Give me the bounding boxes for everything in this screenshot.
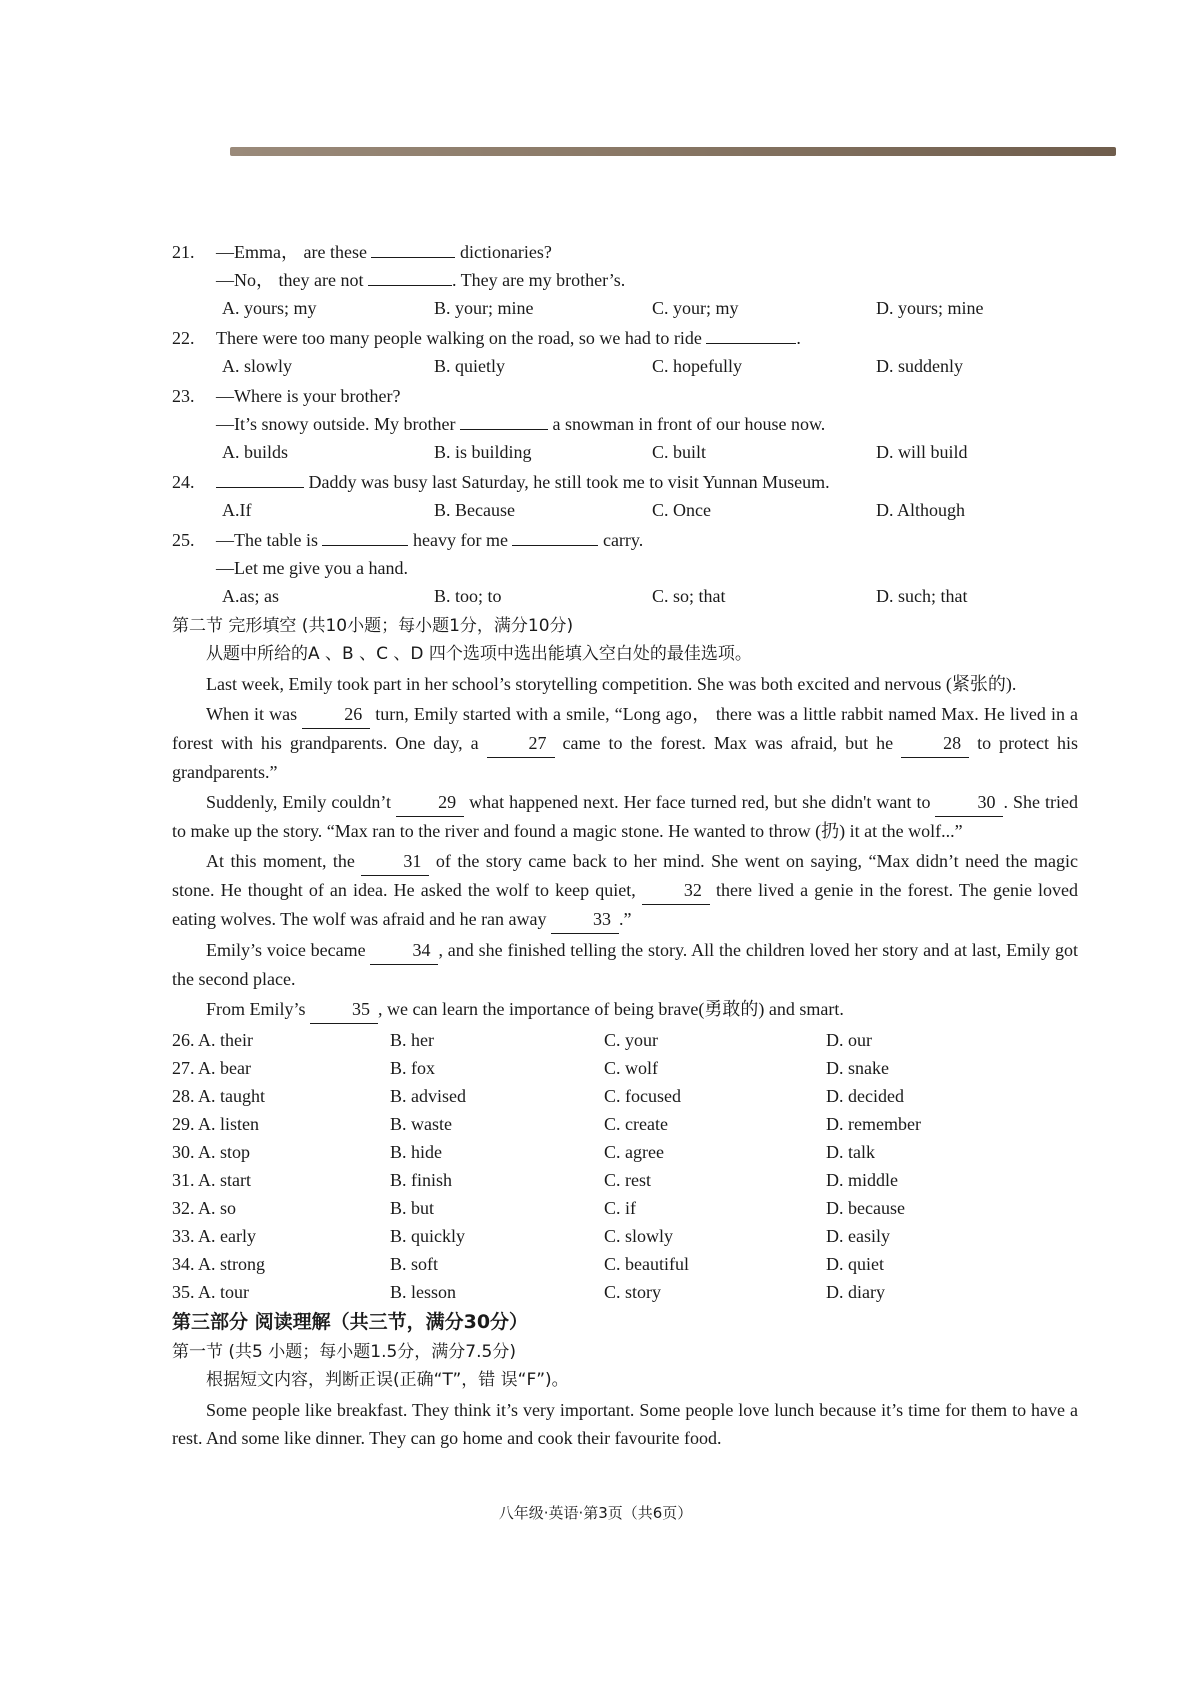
- option-a: 29. A. listen: [172, 1114, 260, 1134]
- option-d: D. middle: [826, 1170, 898, 1190]
- question-text: —Emma， are these: [216, 242, 367, 262]
- option-c: C. focused: [604, 1086, 681, 1106]
- option-d: D. easily: [826, 1226, 890, 1246]
- passage-text: there lived a genie in the forest. The genie loved eating wolves. The wolf was afraid and he ran away: [172, 880, 1079, 929]
- cloze-option-row: [172, 1222, 1078, 1250]
- option-c: C. Once: [652, 500, 711, 520]
- option-a: A.If: [222, 500, 252, 520]
- option-b: B. too; to: [434, 586, 502, 606]
- question-text: dictionaries?: [459, 242, 552, 262]
- question-text: Daddy was busy last Saturday, he still took me to visit Yunnan Museum.: [308, 472, 830, 492]
- answer-blank: [216, 469, 304, 488]
- part-3-instruction: 根据短文内容，判断正误(正确“T”，错 误“F”)。: [206, 1370, 569, 1390]
- answer-blank: [460, 411, 548, 430]
- cloze-option-row: [172, 1054, 1078, 1082]
- option-a: 31. A. start: [172, 1170, 251, 1190]
- option-c: C. slowly: [604, 1226, 674, 1246]
- passage-text: turn, Emily started with a smile, “Long ago， there was a little rabbit named Max. He lived in a forest with his grandparents. One day, a: [172, 704, 1079, 753]
- question-number: 22.: [172, 328, 195, 348]
- passage-text: to protect his grandparents.”: [172, 733, 1078, 782]
- option-a: A. builds: [222, 442, 289, 462]
- passage-text: came to the forest. Max was afraid, but he: [562, 733, 894, 753]
- option-b: B. but: [390, 1198, 435, 1218]
- options-row: [172, 294, 1078, 322]
- options-row: [172, 496, 1078, 524]
- cloze-option-row: [172, 1278, 1078, 1306]
- cloze-option-row: [172, 1110, 1078, 1138]
- answer-blank: [512, 527, 598, 546]
- part-3-title: 第三部分 阅读理解（共三节，满分30分）: [172, 1311, 529, 1333]
- cloze-blank-31: 31: [361, 847, 429, 876]
- question-text: —No， they are not: [216, 270, 364, 290]
- cloze-option-row: [172, 1166, 1078, 1194]
- option-a: 30. A. stop: [172, 1142, 251, 1162]
- cloze-blank-34: 34: [370, 936, 438, 965]
- answer-blank: [706, 325, 796, 344]
- option-a: 28. A. taught: [172, 1086, 265, 1106]
- question-number: 25.: [172, 530, 195, 550]
- passage-text: , we can learn the importance of being brave(勇敢的) and smart.: [378, 999, 844, 1019]
- option-c: C. rest: [604, 1170, 651, 1190]
- cloze-blank-26: 26: [302, 700, 370, 729]
- option-c: C. agree: [604, 1142, 664, 1162]
- question-text: —Let me give you a hand.: [216, 558, 408, 578]
- question-number: 24.: [172, 472, 195, 492]
- answer-blank: [368, 267, 452, 286]
- option-b: B. Because: [434, 500, 515, 520]
- option-d: D. snake: [826, 1058, 889, 1078]
- option-d: D. our: [826, 1030, 872, 1050]
- exam-content: [172, 238, 1078, 1454]
- cloze-blank-30: 30: [935, 788, 1003, 817]
- option-b: B. your; mine: [434, 298, 534, 318]
- question-text: —Where is your brother?: [216, 386, 401, 406]
- option-d: D. remember: [826, 1114, 921, 1134]
- passage-paragraph: [172, 700, 1078, 786]
- passage-paragraph: Last week, Emily took part in her school’s storytelling competition. She was both excited and nervous (紧张的).: [206, 674, 1017, 694]
- option-b: B. quietly: [434, 356, 505, 376]
- option-d: D. yours; mine: [876, 298, 984, 318]
- passage-text: , and she finished telling the story. All the children loved her story and at last, Emily got the second place.: [172, 940, 1078, 989]
- passage-text: of the story came back to her mind. She went on saying, “Max didn’t need the magic stone. He thought of an idea. He asked the wolf to keep quiet,: [172, 851, 1079, 900]
- cloze-option-row: [172, 1026, 1078, 1054]
- option-b: B. waste: [390, 1114, 452, 1134]
- option-b: B. is building: [434, 442, 532, 462]
- option-b: B. soft: [390, 1254, 439, 1274]
- cloze-blank-35: 35: [310, 995, 378, 1024]
- option-a: 27. A. bear: [172, 1058, 251, 1078]
- question-21: [172, 238, 1078, 322]
- question-number: 21.: [172, 242, 195, 262]
- option-b: B. hide: [390, 1142, 442, 1162]
- option-c: C. if: [604, 1198, 637, 1218]
- question-text: heavy for me: [412, 530, 508, 550]
- option-d: D. such; that: [876, 586, 968, 606]
- option-a: 26. A. their: [172, 1030, 253, 1050]
- options-row: [172, 582, 1078, 610]
- option-b: B. advised: [390, 1086, 466, 1106]
- option-b: B. lesson: [390, 1282, 457, 1302]
- cloze-blank-33: 33: [551, 905, 619, 934]
- question-text: —The table is: [216, 530, 318, 550]
- option-a: A. yours; my: [222, 298, 317, 318]
- question-text: a snowman in front of our house now.: [552, 414, 826, 434]
- option-d: D. decided: [826, 1086, 904, 1106]
- section-2-title: 第二节 完形填空 (共10小题；每小题1分，满分10分): [172, 616, 574, 636]
- passage-text: At this moment, the: [206, 851, 355, 871]
- reading-passage: Some people like breakfast. They think it’s very important. Some people love lunch because it’s time for them to have a rest. And some like dinner. They can go home and cook their favourite food.: [172, 1400, 1078, 1448]
- cloze-blank-27: 27: [487, 729, 555, 758]
- passage-paragraph: [172, 936, 1078, 993]
- options-row: [172, 352, 1078, 380]
- answer-blank: [371, 239, 455, 258]
- option-a: 35. A. tour: [172, 1282, 250, 1302]
- cloze-blank-29: 29: [396, 788, 464, 817]
- option-c: C. create: [604, 1114, 668, 1134]
- option-c: C. your: [604, 1030, 658, 1050]
- option-d: D. suddenly: [876, 356, 963, 376]
- passage-paragraph: [172, 788, 1078, 845]
- part-3-section-1: 第一节 (共5 小题；每小题1.5分，满分7.5分): [172, 1342, 516, 1362]
- passage-text: Emily’s voice became: [206, 940, 366, 960]
- cloze-option-row: [172, 1138, 1078, 1166]
- option-a: 32. A. so: [172, 1198, 237, 1218]
- passage-text: From Emily’s: [206, 999, 306, 1019]
- question-text: carry.: [602, 530, 644, 550]
- cloze-options: [172, 1026, 1078, 1306]
- passage-text: When it was: [206, 704, 298, 724]
- option-c: C. beautiful: [604, 1254, 689, 1274]
- passage-text: Suddenly, Emily couldn’t: [206, 792, 392, 812]
- question-25: [172, 526, 1078, 610]
- passage-text: .”: [619, 909, 632, 929]
- cloze-option-row: [172, 1250, 1078, 1278]
- option-a: A. slowly: [222, 356, 293, 376]
- option-d: D. will build: [876, 442, 968, 462]
- question-22: [172, 324, 1078, 380]
- passage-text: . She tried to make up the story. “Max ran to the river and found a magic stone. He wanted to throw (扔) it at the wolf...”: [172, 792, 1079, 841]
- option-d: D. Although: [876, 500, 966, 520]
- option-c: C. built: [652, 442, 707, 462]
- option-b: B. her: [390, 1030, 434, 1050]
- option-c: C. wolf: [604, 1058, 658, 1078]
- page-footer: 八年级·英语·第3页（共6页）: [498, 1504, 693, 1522]
- option-d: D. talk: [826, 1142, 875, 1162]
- question-number: 23.: [172, 386, 195, 406]
- option-a: 33. A. early: [172, 1226, 256, 1246]
- question-text: —It’s snowy outside. My brother: [216, 414, 456, 434]
- option-b: B. finish: [390, 1170, 453, 1190]
- cloze-option-row: [172, 1082, 1078, 1110]
- cloze-blank-32: 32: [642, 876, 710, 905]
- question-23: [172, 382, 1078, 466]
- option-c: C. hopefully: [652, 356, 742, 376]
- question-24: [172, 468, 1078, 524]
- page-top-bar: [230, 147, 1116, 156]
- option-b: B. quickly: [390, 1226, 465, 1246]
- answer-blank: [322, 527, 408, 546]
- passage-paragraph: [172, 847, 1078, 934]
- option-a: 34. A. strong: [172, 1254, 266, 1274]
- option-c: C. your; my: [652, 298, 739, 318]
- question-text: .: [796, 328, 801, 348]
- option-a: A.as; as: [222, 586, 279, 606]
- section-2-instruction: 从题中所给的A 、B 、C 、D 四个选项中选出能填入空白处的最佳选项。: [206, 644, 752, 664]
- option-d: D. quiet: [826, 1254, 884, 1274]
- option-b: B. fox: [390, 1058, 435, 1078]
- passage-paragraph: [172, 995, 1078, 1024]
- question-text: There were too many people walking on the road, so we had to ride: [216, 328, 702, 348]
- option-d: D. diary: [826, 1282, 885, 1302]
- option-c: C. story: [604, 1282, 662, 1302]
- passage-text: what happened next. Her face turned red, but she didn't want to: [469, 792, 931, 812]
- options-row: [172, 438, 1078, 466]
- option-c: C. so; that: [652, 586, 726, 606]
- cloze-option-row: [172, 1194, 1078, 1222]
- question-text: . They are my brother’s.: [451, 270, 626, 290]
- option-d: D. because: [826, 1198, 905, 1218]
- cloze-blank-28: 28: [901, 729, 969, 758]
